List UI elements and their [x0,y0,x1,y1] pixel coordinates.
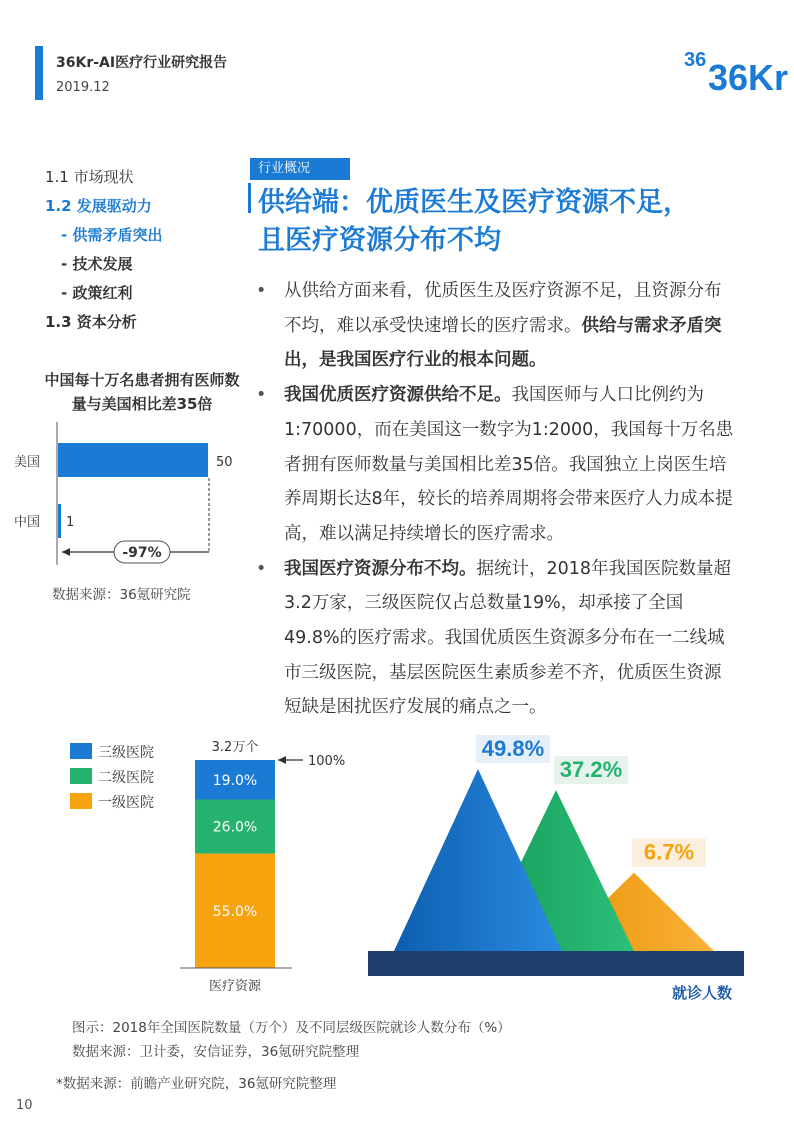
nav-item-drivers[interactable]: 1.2 发展驱动力 [45,197,152,215]
patient-distribution-chart [360,735,760,1010]
legend-label: 三级医院 [98,745,154,761]
report-date: 2019.12 [56,80,110,95]
peak-value-label: 37.2% [559,756,623,782]
legend-swatch [70,768,92,784]
title-line: 供给端：优质医生及医疗资源不足， [258,187,690,218]
doctor-ratio-chart [10,420,250,575]
36kr-logo [682,40,789,98]
bullet-bold-text: 我国医疗资源分布不均。 [284,558,477,579]
figure-caption [72,1016,511,1064]
bullet-list [252,274,737,725]
peak-value-label: 6.7% [643,839,695,865]
nav-item-policy[interactable]: - 政策红利 [61,284,133,302]
mini-value-label: 50 [216,455,233,470]
stack-value-label: 26.0% [212,819,258,836]
total-marker: 100% [308,754,346,769]
mini-category-label: 美国 [14,455,41,470]
stack-category-label: 医疗资源 [208,979,262,994]
report-title: 36Kr-AI医疗行业研究报告 [56,55,228,71]
logo-text: 36Kr [708,57,789,98]
mini-arrow-head [62,548,70,556]
title-line: 且医疗资源分布不均 [258,225,501,256]
legend-swatch [70,743,92,759]
bullet-text: 我国医师与人口比例约为1:70000，而在美国这一数字为1:2000，我国每十万名患者拥有医师数量与美国相比差35倍。我国独立上岗医生培养周期长达8年，较长的培养周期将会带来医疗人力成本提高，难以满足持续增长的医疗需求。 [284,385,734,544]
nav-item-supply-demand[interactable]: - 供需矛盾突出 [61,226,163,244]
page-title [258,184,778,260]
section-tag: 行业概况 [250,158,350,180]
bullet-item [252,378,737,552]
svg-text:36: 36 [684,49,707,71]
total-arrow-head [278,756,286,764]
x-axis-label: 就诊人数 [671,984,732,1002]
nav-item-market-status[interactable]: 1.1 市场现状 [45,168,134,186]
page-number: 10 [16,1098,33,1113]
mini-diff-label: -97% [122,545,162,561]
section-nav [45,163,162,337]
legend-label: 二级医院 [98,770,154,786]
bullet-bold-text: 我国优质医疗资源供给不足。 [284,385,512,406]
mini-category-label: 中国 [14,515,41,530]
legend-label: 一级医院 [98,795,154,811]
peak-value-label: 49.8% [481,736,545,761]
mini-bar-usa [58,443,208,477]
mini-value-label: 1 [66,515,75,530]
bullet-item [252,552,737,726]
mini-chart-source: 数据来源：36氪研究院 [52,587,191,603]
mini-bar-china [58,504,61,538]
bullet-item [252,274,737,378]
header-accent-bar [35,46,43,100]
total-label: 3.2万个 [211,740,259,755]
footnote: *数据来源：前瞻产业研究院，36氪研究院整理 [56,1076,337,1092]
caption-source: 数据来源：卫计委，安信证券，36氪研究院整理 [72,1044,360,1060]
hospital-stack-chart [60,728,390,1000]
chart-base-bar [368,951,744,976]
legend-swatch [70,793,92,809]
bullet-text: 从供给方面来看，优质医生及医疗资源不足，且资源分布不均，难以承受快速增长的医疗需求。 [284,281,722,336]
stack-value-label: 55.0% [212,903,258,920]
bullet-bold-text: 供给与需求矛盾突出，是我国医疗行业的根本问题。 [284,315,722,371]
title-accent-bar [248,183,251,213]
nav-item-technology[interactable]: - 技术发展 [61,255,133,273]
nav-item-capital[interactable]: 1.3 资本分析 [45,313,137,331]
caption-text: 图示：2018年全国医院数量（万个）及不同层级医院就诊人数分布（%） [72,1020,511,1036]
stack-value-label: 19.0% [212,772,258,789]
bullet-text: 据统计，2018年我国医院数量超3.2万家，三级医院仅占总数量19%，却承接了全国49.8%的医疗需求。我国优质医生资源多分布在一二线城市三级医院，基层医院医生素质参差不齐，优质医生资源短缺是困扰医疗发展的痛点之一。 [284,558,732,718]
mini-chart-title: 中国每十万名患者拥有医师数量与美国相比差35倍 [44,371,240,413]
